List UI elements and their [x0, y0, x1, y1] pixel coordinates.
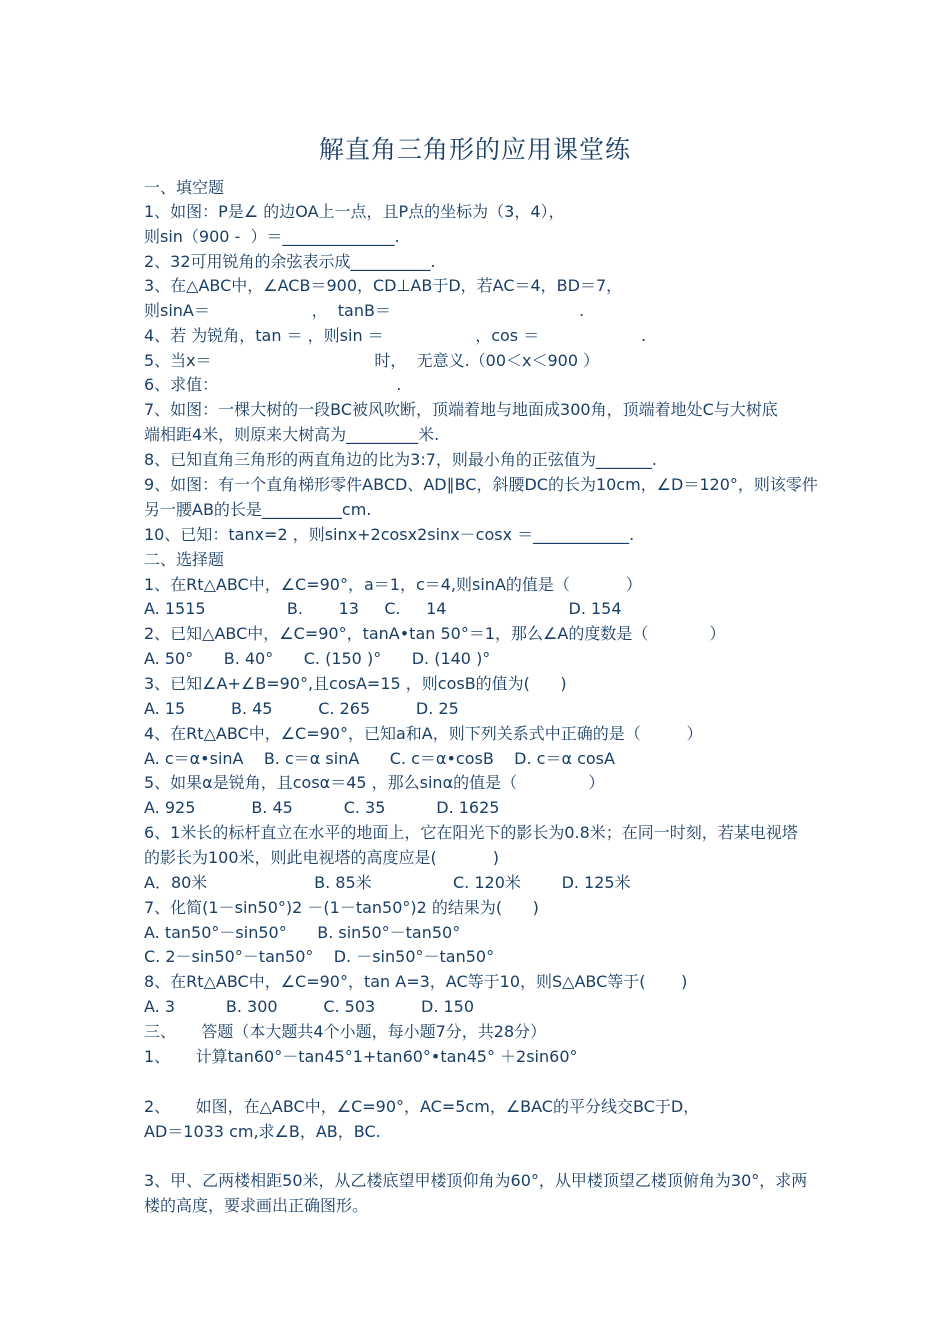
choice-question-8-options: A. 3 B. 300 C. 503 D. 150 [144, 997, 475, 1016]
fill-question-3-cont: 则sinA＝ ， tanB＝ . [144, 301, 585, 320]
fill-question-5: 5、当x＝ 时， 无意义.（00＜x＜900 ） [144, 351, 600, 370]
answer-question-1: 1、 计算tan60°－tan45°1+tan60°•tan45° ＋2sin60° [144, 1047, 578, 1066]
answer-question-2: 2、 如图，在△ABC中，∠C=90°，AC=5cm，∠BAC的平分线交BC于D， [144, 1097, 700, 1116]
fill-question-10: 10、已知：tanx=2 ，则sinx+2cosx2sinx－cosx ＝____________. [144, 525, 635, 544]
choice-question-3-options: A. 15 B. 45 C. 265 D. 25 [144, 699, 459, 718]
answer-question-3-cont: 楼的高度，要求画出正确图形。 [144, 1196, 369, 1215]
fill-question-8: 8、已知直角三角形的两直角边的比为3:7，则最小角的正弦值为_______. [144, 450, 658, 469]
choice-question-6-cont: 的影长为100米，则此电视塔的高度应是( ) [144, 848, 499, 867]
choice-question-3: 3、已知∠A+∠B=90°,且cosA=15 ，则cosB的值为( ) [144, 674, 567, 693]
choice-question-6: 6、1米长的标杆直立在水平的地面上，它在阳光下的影长为0.8米；在同一时刻，若某电视塔 [144, 823, 798, 842]
choice-question-6-options: A．80米 B. 85米 C. 120米 D. 125米 [144, 873, 631, 892]
fill-question-9-cont: 另一腰AB的长是__________cm. [144, 500, 372, 519]
fill-question-3: 3、在△ABC中，∠ACB＝900，CD⊥AB于D，若AC＝4，BD＝7， [144, 276, 623, 295]
choice-question-2: 2、已知△ABC中，∠C=90°，tanA•tan 50°＝1，那么∠A的度数是（ ） [144, 624, 726, 643]
choice-question-4: 4、在Rt△ABC中，∠C=90°，已知a和A，则下列关系式中正确的是（ ） [144, 724, 703, 743]
choice-question-7-options-ab: A. tan50°－sin50° B. sin50°－tan50° [144, 923, 461, 942]
choice-question-8: 8、在Rt△ABC中，∠C=90°，tan A=3，AC等于10，则S△ABC等于( ) [144, 972, 688, 991]
choice-question-7: 7、化简(1－sin50°)2 －(1－tan50°)2 的结果为( ) [144, 898, 539, 917]
choice-question-7-options-cd: C. 2－sin50°－tan50° D. －sin50°－tan50° [144, 947, 495, 966]
choice-question-5: 5、如果α是锐角，且cosα＝45 ，那么sinα的值是（ ） [144, 773, 605, 792]
fill-question-7: 7、如图：一棵大树的一段BC被风吹断，顶端着地与地面成300角，顶端着地处C与大树底 [144, 400, 778, 419]
choice-question-4-options: A. c＝α•sinA B. c＝α sinA C. c＝α•cosB D. c＝α cosA [144, 749, 615, 768]
page-title: 解直角三角形的应用课堂练 [318, 135, 631, 164]
fill-question-2: 2、32可用锐角的余弦表示成__________. [144, 252, 436, 271]
fill-question-6: 6、求值： . [144, 375, 402, 394]
answer-question-3: 3、甲、乙两楼相距50米，从乙楼底望甲楼顶仰角为60°，从甲楼顶望乙楼顶俯角为30°，求两 [144, 1171, 808, 1190]
fill-question-1-cont: 则sin（900 - ）＝______________. [144, 227, 400, 246]
choice-question-2-options: A. 50° B. 40° C. (150 )° D. (140 )° [144, 649, 491, 668]
fill-question-9: 9、如图：有一个直角梯形零件ABCD、AD∥BC，斜腰DC的长为10cm，∠D＝120°，则该零件 [144, 475, 818, 494]
fill-question-7-cont: 端相距4米，则原来大树高为_________米. [144, 425, 440, 444]
section-heading-answer: 三、 答题（本大题共4个小题，每小题7分，共28分） [144, 1022, 547, 1041]
choice-question-1-options: A. 1515 B. 13 C. 14 D. 154 [144, 599, 622, 618]
choice-question-1: 1、在Rt△ABC中，∠C=90°，a＝1，c＝4,则sinA的值是（ ） [144, 575, 642, 594]
fill-question-4: 4、若 为锐角，tan ＝ ，则sin ＝ ，cos ＝ . [144, 326, 647, 345]
choice-question-5-options: A. 925 B. 45 C. 35 D. 1625 [144, 798, 500, 817]
fill-question-1: 1、如图：P是∠ 的边OA上一点，且P点的坐标为（3，4）， [144, 202, 565, 221]
answer-question-2-cont: AD＝1033 cm,求∠B，AB，BC. [144, 1122, 381, 1141]
section-heading-choice: 二、选择题 [144, 550, 225, 569]
section-heading-fill-blank: 一、填空题 [144, 178, 225, 197]
